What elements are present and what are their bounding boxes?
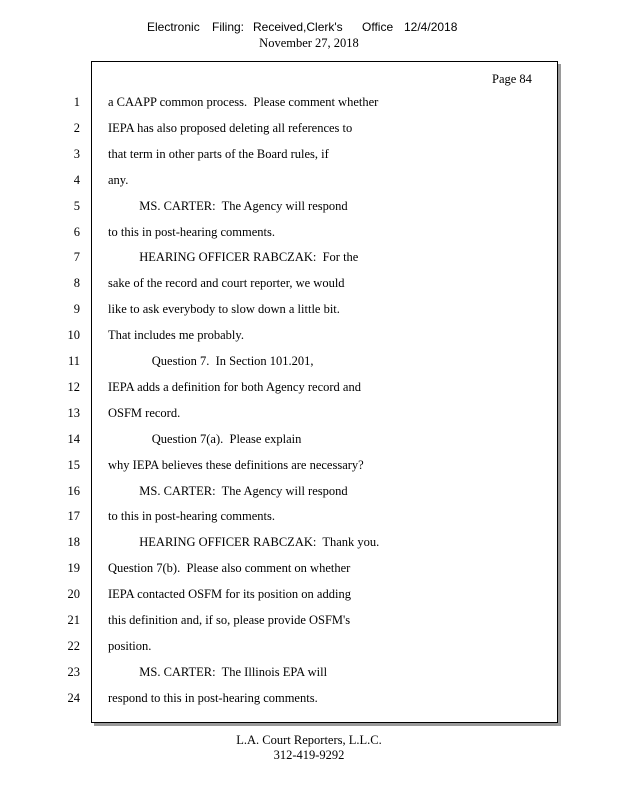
stamp-word: Office [362,20,394,34]
stamp-word: Electronic [147,20,200,34]
stamp-word: 12/4/2018 [404,20,458,34]
line-number: 4 [73,172,80,187]
transcript-line: IEPA adds a definition for both Agency record and [108,379,361,394]
line-number: 9 [73,302,80,317]
transcript-line: this definition and, if so, please provide OSFM's [108,613,351,627]
line-number: 21 [67,613,80,627]
line-number: 5 [73,198,80,213]
transcript-line: OSFM record. [108,405,181,420]
transcript-line: HEARING OFFICER RABCZAK: Thank you. [108,535,380,550]
transcript-line: Question 7. In Section 101.201, [108,354,314,368]
footer-phone: 312-419-9292 [273,748,345,762]
line-number: 6 [73,224,80,239]
line-number: 18 [67,535,80,550]
line-number: 14 [67,431,80,446]
line-number: 20 [67,587,80,602]
transcript-line: HEARING OFFICER RABCZAK: For the [108,250,359,265]
line-number: 22 [67,638,80,653]
line-number: 3 [73,146,80,161]
line-number: 17 [67,509,80,524]
line-number: 12 [67,379,80,394]
line-number: 8 [73,276,80,291]
transcript-line: to this in post-hearing comments. [108,224,275,239]
transcript-line: respond to this in post-hearing comments. [108,690,318,705]
line-number: 19 [67,561,80,576]
line-number: 7 [73,250,80,265]
stamp-word: Filing: [212,20,245,34]
stamp-word: Received,Clerk's [253,20,343,34]
filed-date: November 27, 2018 [259,36,359,50]
line-number: 13 [67,405,80,420]
page-number: Page 84 [492,72,532,86]
transcript-line: MS. CARTER: The Agency will respond [108,483,348,498]
line-number: 23 [67,664,80,679]
transcript-line: sake of the record and court reporter, we would [108,276,345,291]
transcript-line: Question 7(b). Please also comment on whether [108,561,351,576]
line-number: 10 [67,328,80,343]
transcript-line: Question 7(a). Please explain [108,431,302,446]
line-number: 1 [73,95,80,109]
transcript-line: IEPA has also proposed deleting all references to [108,120,353,135]
transcript-line: why IEPA believes these definitions are necessary? [108,457,364,472]
transcript-line: IEPA contacted OSFM for its position on adding [108,587,351,602]
line-number: 2 [73,120,80,135]
transcript-line: MS. CARTER: The Illinois EPA will [108,664,328,679]
line-number: 11 [67,354,80,368]
transcript-line: any. [108,172,129,187]
transcript-line: like to ask everybody to slow down a little bit. [108,302,340,317]
line-number: 16 [67,483,80,498]
line-number: 24 [67,690,80,705]
transcript-line: That includes me probably. [108,328,244,343]
line-number: 15 [67,457,80,472]
footer-company: L.A. Court Reporters, L.L.C. [236,733,382,747]
transcript-line: position. [108,638,152,653]
transcript-line: that term in other parts of the Board rules, if [108,146,329,161]
transcript-line: MS. CARTER: The Agency will respond [108,198,348,213]
transcript-line: to this in post-hearing comments. [108,509,275,524]
transcript-line: a CAAPP common process. Please comment whether [108,95,379,109]
